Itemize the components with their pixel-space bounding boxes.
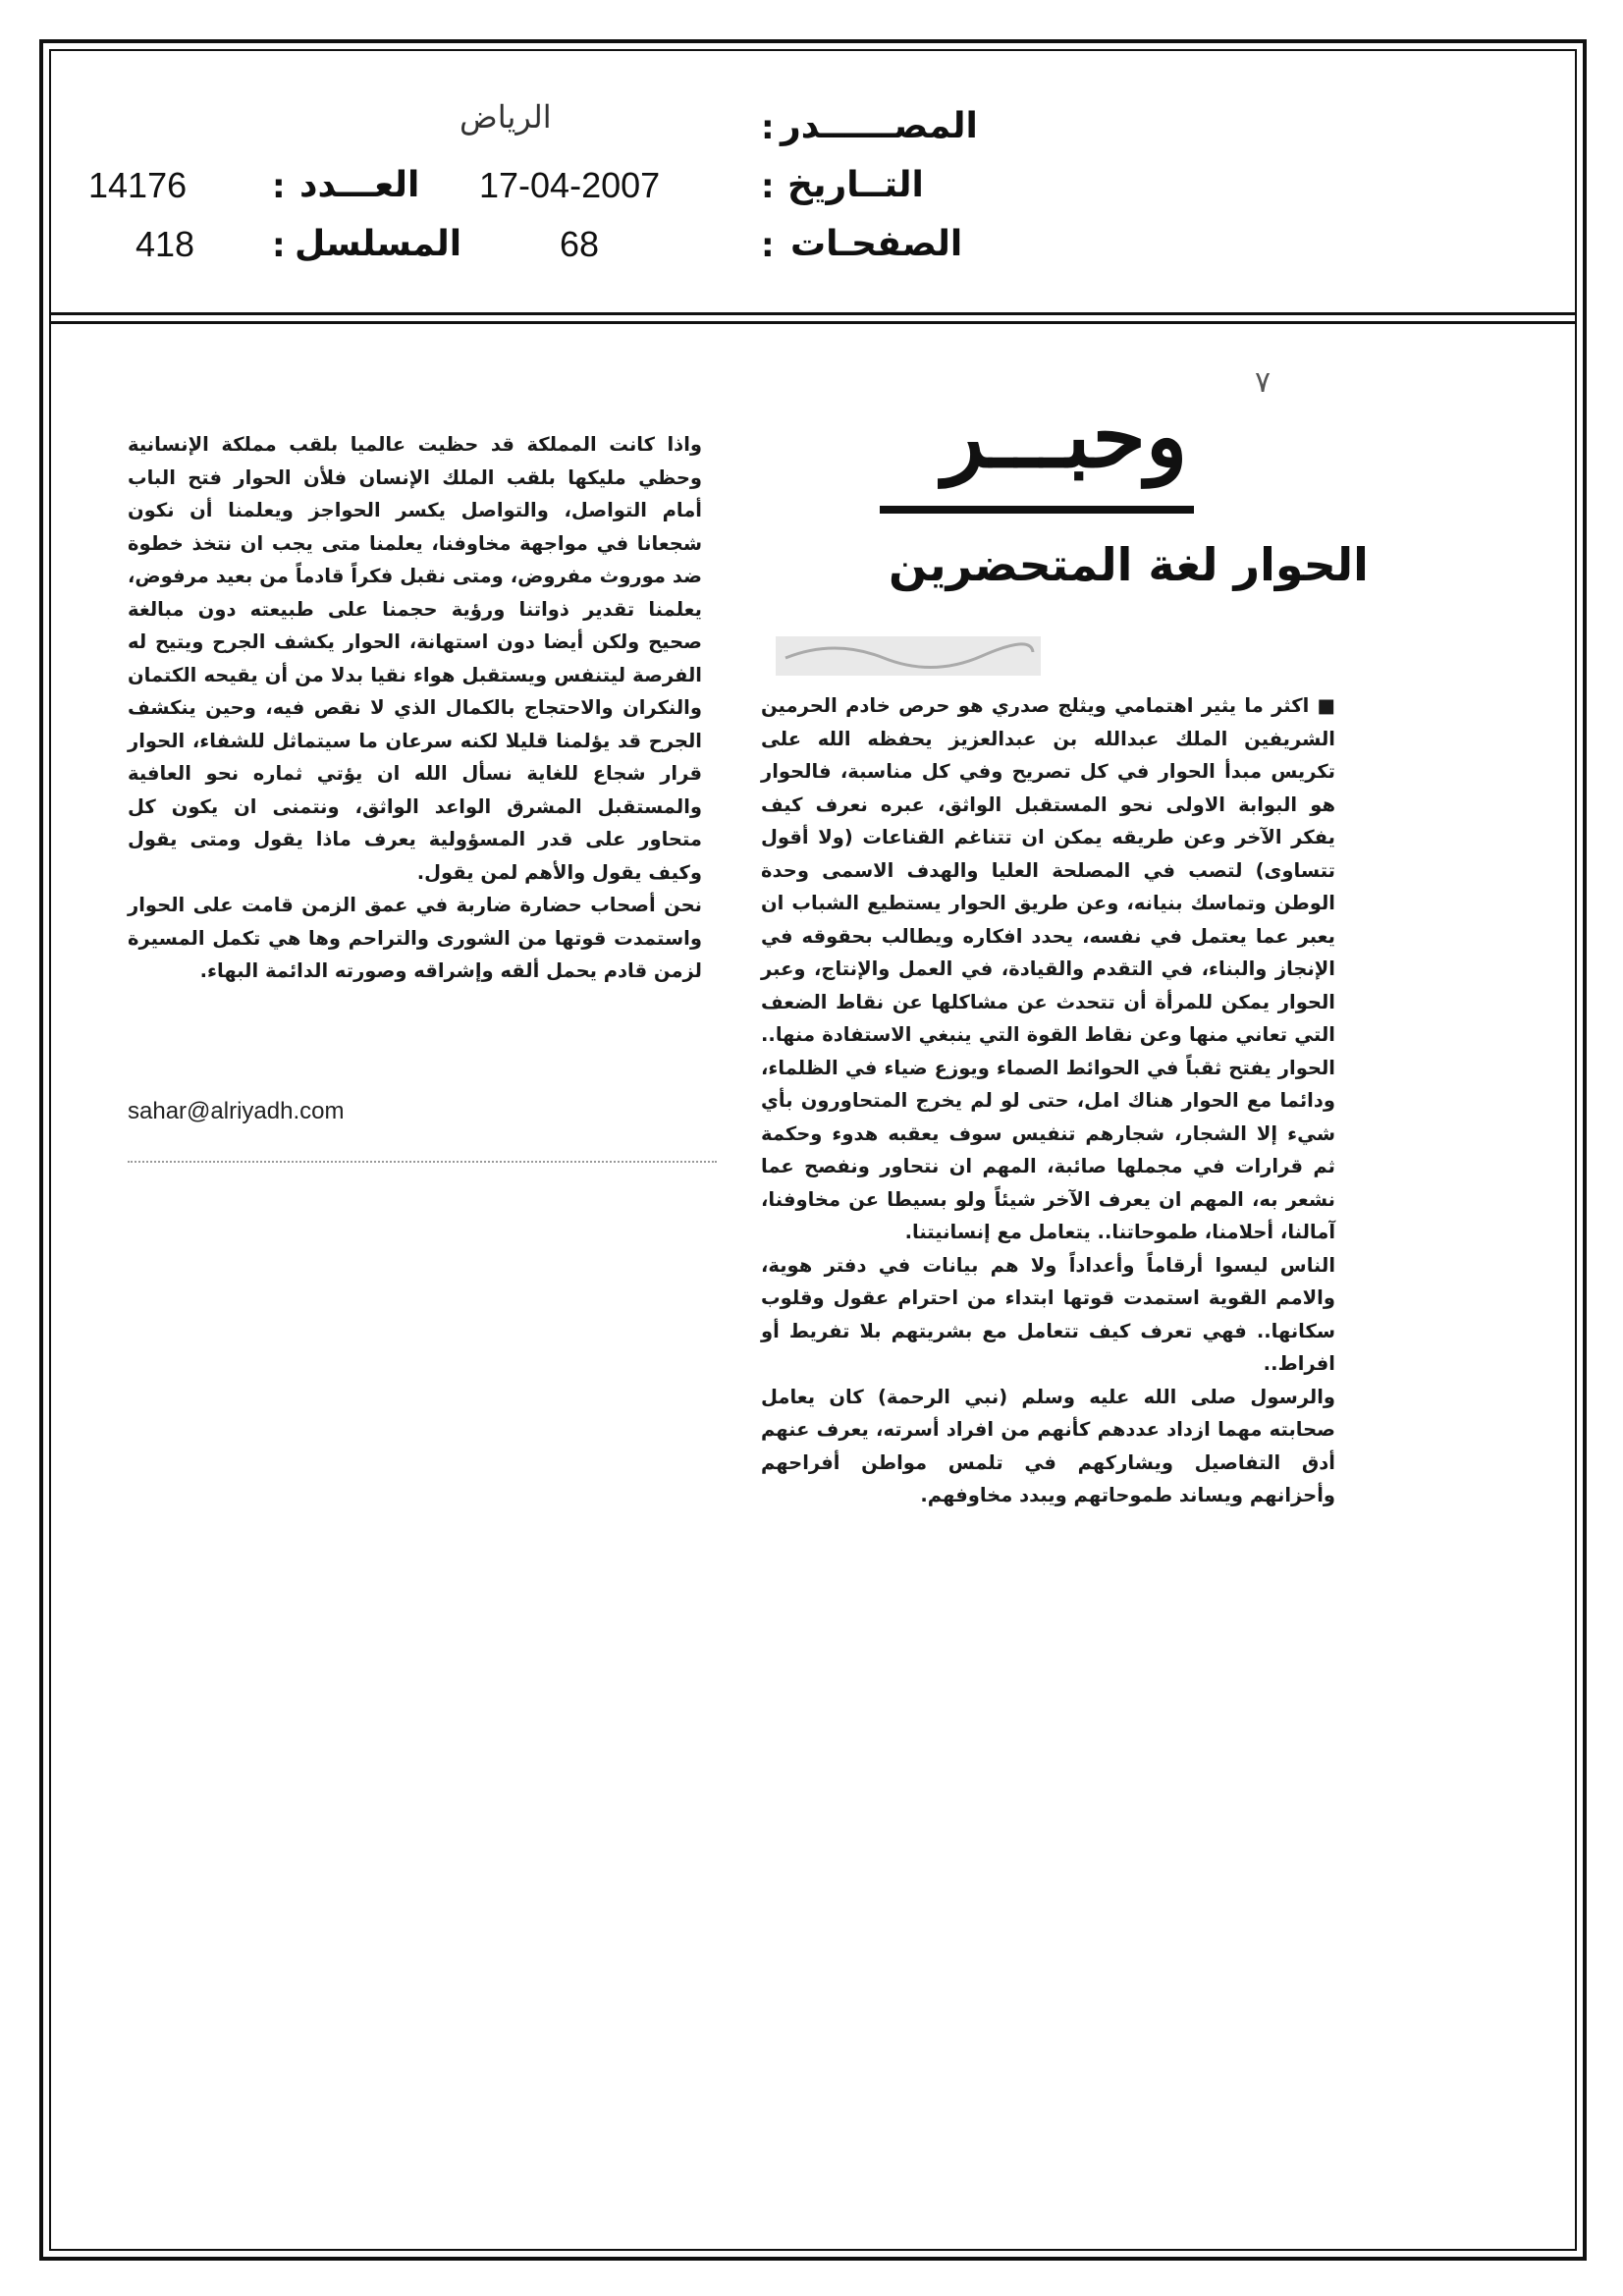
right-paragraph-2: الناس ليسوا أرقاماً وأعداداً ولا هم بيانات في دفتر هوية، والامم القوية استمدت قوتها ابتداء من احترام عقول وقلوب سكانها.. فهي تعرف كيف تتعامل مع بشريتهم بلا تفريط أو افراط.. bbox=[761, 1253, 1335, 1375]
article-right-column bbox=[761, 689, 1335, 1512]
page-mark: ٧ bbox=[1255, 366, 1271, 399]
header-divider-bottom bbox=[49, 321, 1577, 324]
author-signature-image bbox=[776, 629, 1041, 683]
serial-colon: : bbox=[272, 226, 286, 265]
article-headline: الحوار لغة المتحضرين bbox=[889, 538, 1369, 591]
date-colon: : bbox=[761, 167, 775, 206]
pages-label: الصفحـات bbox=[790, 224, 963, 264]
issue-label: العـــدد bbox=[299, 165, 420, 205]
pages-colon: : bbox=[761, 226, 775, 265]
right-paragraph-1: ■ اكثر ما يثير اهتمامي ويثلج صدري هو حرص خادم الحرمين الشريفين الملك عبدالله بن عبدالعزيز يحفظه الله على تكريس مبدأ الحوار في كل تصريح وفي كل مناسبة، فالحوار هو البوابة الاولى نحو المستقبل الواثق، عبره نعرف كيف يفكر الآخر وعن طريقه يمكن ان تتناغم القناعات (ولا أقول تتساوى) لتصب في المصلحة العليا والهدف الاسمى وحدة الوطن وتماسك بنيانه، وعن طريق الحوار يستطيع الشباب ان يعبر عما يعتمل في نفسه، يحدد افكاره ويطالب بحقوقه في الإنجاز والبناء، في التقدم والقيادة، في العمل والإنتاج، وعبر الحوار يمكن للمرأة أن تتحدث عن مشاكلها عن نقاط الضعف التي تعاني منها وعن نقاط القوة التي ينبغي الاستفادة منها.. الحوار يفتح ثقباً في الحوائط الصماء ويوزع ضياء في الظلماء، ودائما مع الحوار هناك امل، حتى لو لم يخرج المتحاورون بأي شيء إلا الشجار، شجارهم تنفيس سوف يعقبه هدوء وحكمة ثم قرارات في مجملها صائبة، المهم ان نتحاور ونفصح عما نشعر به، المهم ان يعرف الآخر شيئاً ولو بسيطا عن مخاوفنا، آمالنا، أحلامنا، طموحاتنا.. يتعامل مع إنسانيتنا. bbox=[761, 694, 1335, 1243]
left-paragraph-1: واذا كانت المملكة قد حظيت عالميا بلقب مملكة الإنسانية وحظي مليكها بلقب الملك الإنسان فلأن الحوار فتح الباب أمام التواصل، والتواصل يكسر الحواجز ويعلمنا أن نكون شجعانا في مواجهة مخاوفنا، يعلمنا متى يجب ان نتخذ خطوة ضد موروث مفروض، ومتى نقبل فكراً قادماً من بعيد مرفوض، يعلمنا تقدير ذواتنا ورؤية حجمنا على طبيعته دون مبالغة صحيح ولكن أيضا دون استهانة، الحوار يكشف الجرح ويتيح له الفرصة ليتنفس ويستقبل هواء نقيا بدلا من أن يقيحه الكتمان والنكران والاحتجاج بالكمال الذي لا نقص فيه، وحين ينكشف الجرح قد يؤلمنا قليلا لكنه سرعان ما سيتماثل للشفاء، الحوار قرار شجاع للغاية نسأل الله ان يؤتي ثماره نحو العافية والمستقبل المشرق الواعد الواثق، ونتمنى ان يكون كل متحاور على قدر المسؤولية يعرف ماذا يقول ومتى يقول وكيف يقول والأهم لمن يقول. bbox=[128, 433, 702, 884]
source-value: الرياض bbox=[460, 99, 552, 135]
date-label: التــاريخ bbox=[787, 165, 924, 205]
serial-value: 418 bbox=[135, 224, 195, 264]
source-colon: : bbox=[761, 108, 775, 147]
column-logo: وحبـــر bbox=[943, 385, 1188, 487]
issue-colon: : bbox=[272, 167, 286, 206]
date-value: 17-04-2007 bbox=[479, 165, 661, 205]
article-left-column bbox=[128, 428, 702, 988]
masthead-rule bbox=[880, 506, 1194, 514]
pages-value: 68 bbox=[560, 224, 600, 264]
left-paragraph-2: نحن أصحاب حضارة ضاربة في عمق الزمن قامت على الحوار واستمدت قوتها من الشورى والتراحم وها هي تكمل المسيرة لزمن قادم يحمل ألقه وإشراقه وصورته الدائمة البهاء. bbox=[128, 894, 702, 982]
column-end-rule bbox=[128, 1161, 717, 1163]
author-email: sahar@alriyadh.com bbox=[128, 1098, 345, 1124]
issue-value: 14176 bbox=[88, 165, 188, 205]
right-paragraph-3: والرسول صلى الله عليه وسلم (نبي الرحمة) كان يعامل صحابته مهما ازداد عددهم كأنهم من افراد أسرته، يعرف عنهم أدق التفاصيل ويشاركهم في تلمس مواطن أفراحهم وأحزانهم ويساند طموحاتهم ويبدد مخاوفهم. bbox=[761, 1385, 1335, 1506]
header-divider-top bbox=[49, 312, 1577, 315]
source-label: المصــــــدر bbox=[781, 106, 978, 146]
serial-label: المسلسل bbox=[295, 224, 462, 264]
